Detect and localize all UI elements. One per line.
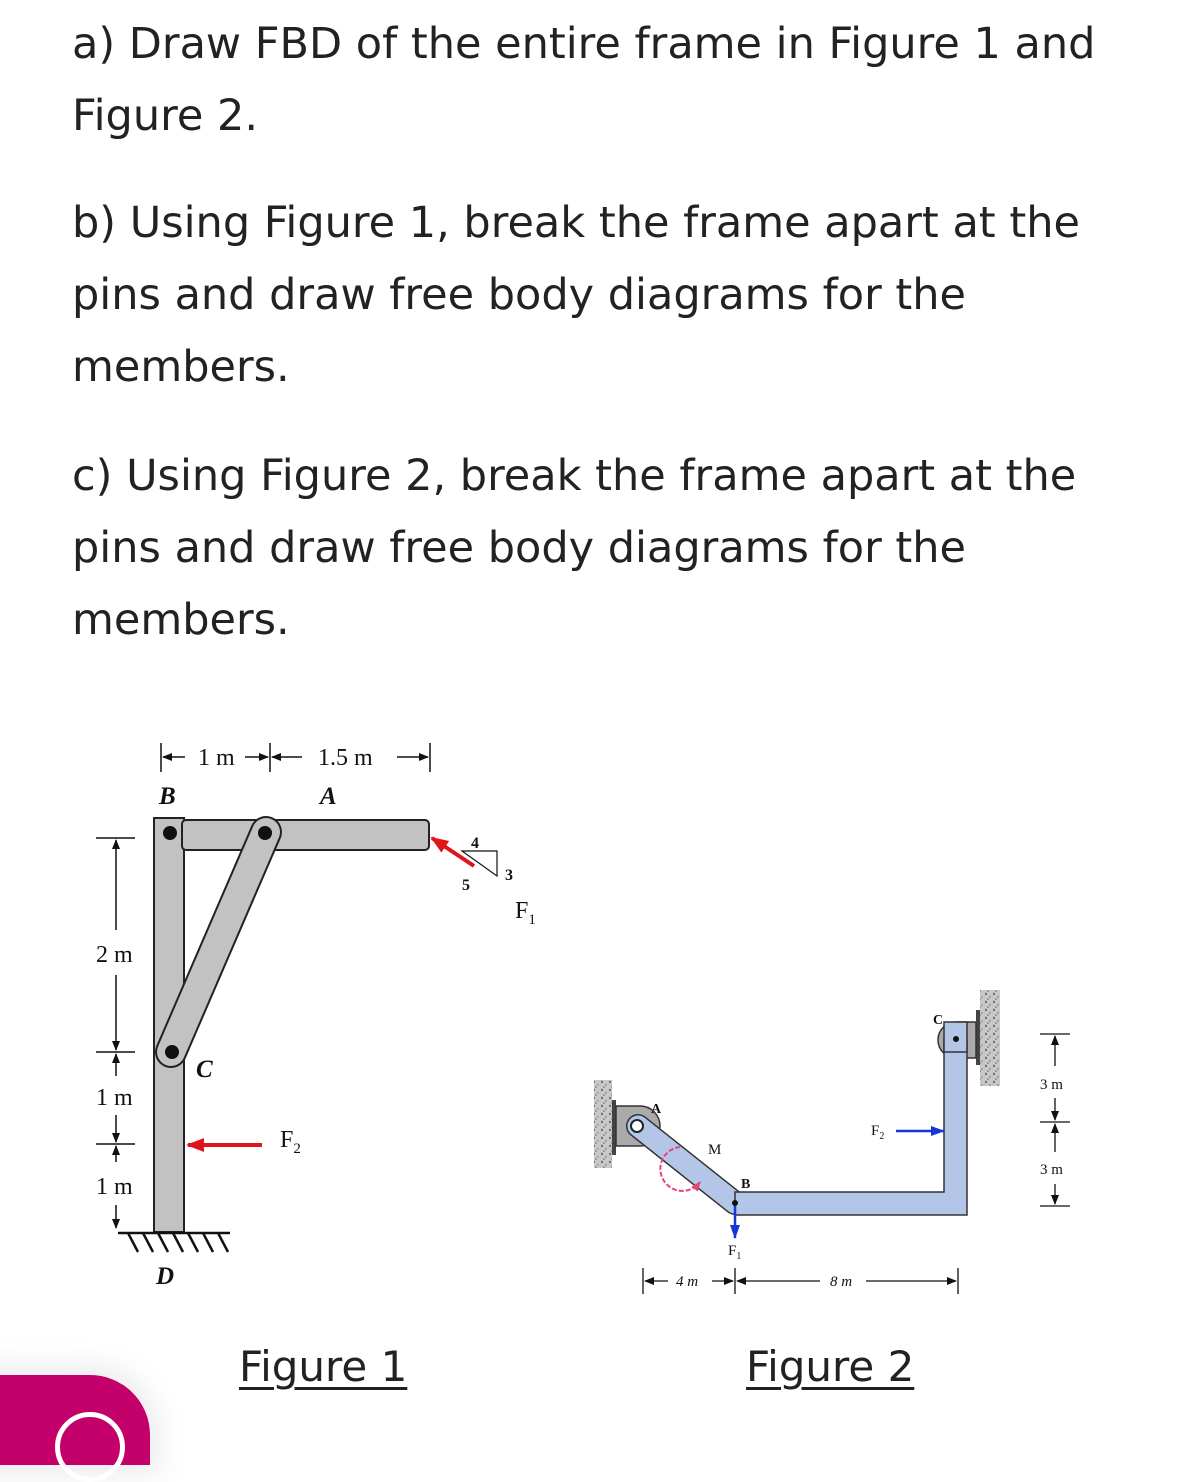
- figure-2-caption: Figure 2: [746, 1342, 915, 1391]
- pin-b: [732, 1200, 738, 1206]
- force-f2-label: $F_2$: [280, 1127, 301, 1157]
- label-c: C: [196, 1056, 213, 1083]
- dim-8m: 8 m: [830, 1274, 853, 1290]
- label-a: A: [320, 783, 337, 810]
- horizontal-member-ba: [182, 820, 429, 850]
- slope-5: 5: [462, 877, 470, 894]
- chat-icon: [55, 1412, 125, 1482]
- wall-c: [980, 990, 1000, 1086]
- pin-a: [258, 826, 272, 840]
- force-f1-label: $F_1$: [728, 1243, 742, 1262]
- ground-support-d: [118, 1233, 230, 1252]
- force-f1-label: $F_1$: [515, 898, 536, 928]
- label-b: B: [159, 783, 176, 810]
- force-f1-arrow: [432, 838, 474, 866]
- label-m: M: [708, 1142, 722, 1158]
- wall-a: [594, 1080, 612, 1168]
- dim-1m-left-a: 1 m: [96, 1085, 133, 1111]
- pin-b: [163, 826, 177, 840]
- dim-1m-top: 1 m: [198, 745, 235, 771]
- dim-right: [1040, 1034, 1070, 1206]
- question-c: c) Using Figure 2, break the frame apart at the pins and draw free body diagrams for the members.: [72, 451, 1077, 645]
- pin-c: [165, 1045, 179, 1059]
- figure-2: [594, 990, 1070, 1294]
- dim-2m-left: 2 m: [96, 942, 133, 968]
- label-a: A: [651, 1102, 662, 1117]
- pin-a: [631, 1120, 643, 1132]
- slope-4: 4: [471, 835, 479, 852]
- dim-1m-left-b: 1 m: [96, 1174, 133, 1200]
- dim-1-5m-top: 1.5 m: [318, 745, 373, 771]
- l-member-bc: [735, 1040, 967, 1215]
- slope-3: 3: [505, 867, 513, 884]
- dim-left: [96, 838, 135, 1228]
- force-f2-label: $F_2$: [871, 1123, 885, 1142]
- label-b: B: [741, 1177, 751, 1192]
- dim-4m: 4 m: [676, 1274, 699, 1290]
- question-a: a) Draw FBD of the entire frame in Figure 1 and Figure 2.: [72, 19, 1096, 141]
- label-d: D: [156, 1263, 175, 1290]
- label-c: C: [933, 1013, 944, 1028]
- pin-c: [953, 1036, 959, 1042]
- figure-1-caption: Figure 1: [239, 1342, 408, 1391]
- figures-canvas: [0, 690, 1179, 1340]
- question-b: b) Using Figure 1, break the frame apart at the pins and draw free body diagrams for the members.: [72, 198, 1080, 392]
- dim-3m-bottom: 3 m: [1040, 1162, 1063, 1178]
- figure-1: [96, 743, 536, 1290]
- dim-3m-top: 3 m: [1040, 1077, 1063, 1093]
